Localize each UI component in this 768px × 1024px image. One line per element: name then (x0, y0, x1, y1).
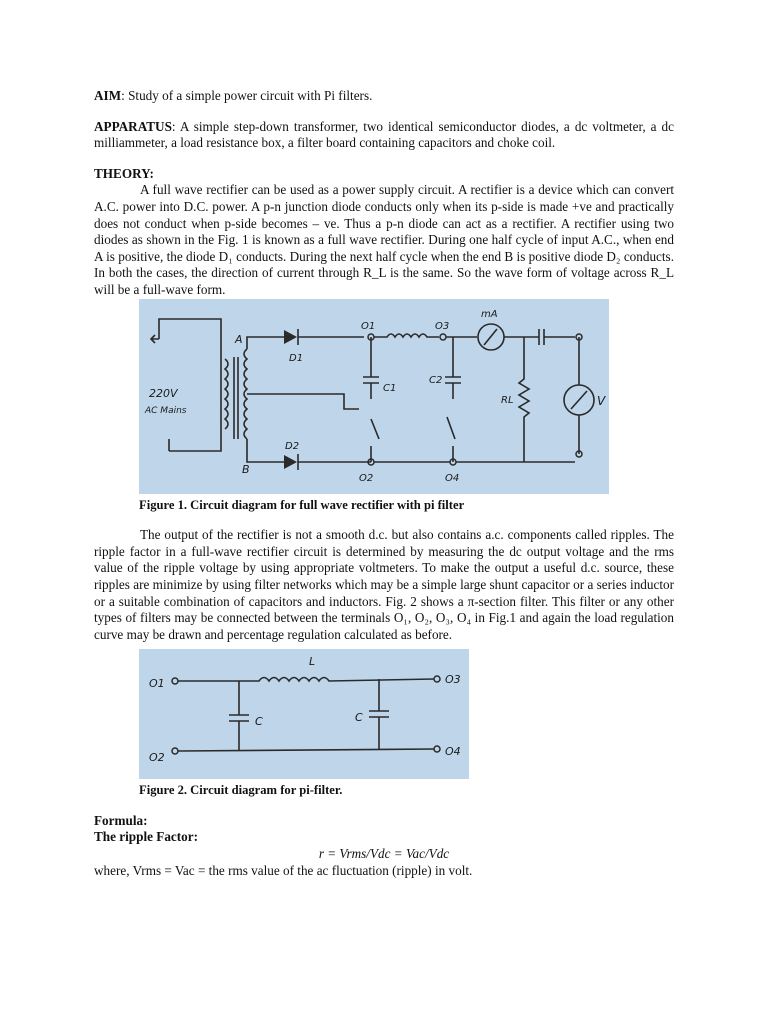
rl-label: RL (501, 394, 514, 406)
circuit-diagram-1 (139, 299, 609, 494)
primary-coil (225, 359, 228, 429)
ripple-equation: r = Vrms/Vdc = Vac/Vdc (318, 846, 450, 862)
diode-d1 (284, 330, 297, 344)
load-resistor (519, 337, 529, 462)
pi-inductor (178, 678, 434, 682)
diode-d2-wire (298, 454, 371, 470)
pi-terminal-o1 (172, 678, 178, 684)
pi-terminal-o2 (172, 748, 178, 754)
pi-o4-label: O4 (445, 745, 461, 759)
o1-label: O1 (361, 320, 376, 332)
formula-where-line: where, Vrms = Vac = the rms value of the ac fluctuation (ripple) in volt. (94, 862, 473, 878)
choke-coil (374, 334, 439, 337)
o2-label: O2 (359, 472, 374, 484)
theory-paragraph: A full wave rectifier can be used as a power supply circuit. A rectifier is a device which can convert A.C. power into D.C. power. A p-n junction diode conducts only when its p-side is made +ve and practically does not conduct when p-side becomes – ve. Thus a p-n diode can act as a rectifier. A rectifier using two diodes as shown in the Fig. 1 is known as a full wave rectifier. During one half cycle of input A.C., when end A is positive, the diode D₁ conducts. During the next half cycle when the end B is positive diode D₂ conducts. In both the cases, the direction of current through R_L is the same. So the wave form of voltage across R_L will be a full-wave form. (94, 182, 674, 297)
d2-label: D2 (285, 440, 300, 452)
pi-o2-label: O2 (149, 751, 165, 765)
terminal-o3 (440, 334, 446, 340)
figure-1-caption: Figure 1. Circuit diagram for full wave rectifier with pi filter (139, 497, 465, 512)
theory-heading: THEORY: (94, 165, 154, 181)
pi-o1-label: O1 (149, 677, 165, 691)
ripple-factor-heading: The ripple Factor: (94, 829, 199, 845)
capacitor-c1 (363, 337, 379, 399)
aim-text: : Study of a simple power circuit with Pi filters. (121, 88, 373, 103)
pi-bottom-rail (178, 749, 434, 751)
l-label: L (309, 655, 316, 669)
switch-left (371, 419, 379, 462)
ma-label: mA (481, 308, 498, 320)
center-tap-wire (247, 394, 359, 409)
v-label: V (597, 393, 606, 408)
apparatus-label: APPARATUS (94, 118, 172, 134)
pi-terminal-o4 (434, 746, 440, 752)
c-left-label: C (255, 715, 263, 729)
milliammeter-needle (484, 329, 497, 345)
diode-d1-wire (298, 329, 364, 345)
figure-1-circuit (139, 299, 609, 494)
diode-d2 (284, 455, 297, 469)
pi-capacitor-right (369, 679, 389, 749)
c2-label: C2 (429, 374, 443, 386)
mains-voltage-label: 220V (149, 386, 178, 400)
pi-o3-label: O3 (445, 673, 461, 687)
figure-2-circuit (139, 649, 469, 779)
c-right-label: C (355, 711, 363, 725)
figure-2-caption: Figure 2. Circuit diagram for pi-filter. (139, 783, 343, 798)
voltmeter-needle (571, 391, 587, 409)
terminal-b-label: B (242, 462, 250, 476)
secondary-coil (244, 349, 247, 439)
switch-right (447, 417, 455, 462)
output-capacitor (504, 329, 575, 345)
c1-label: C1 (383, 382, 397, 394)
mains-text-label: AC Mains (145, 405, 187, 416)
o3-label: O3 (435, 320, 450, 332)
capacitor-c2 (445, 337, 461, 399)
mains-arrow-top (151, 335, 159, 343)
secondary-wires (247, 337, 284, 462)
aim-line (94, 88, 674, 105)
apparatus-text: : A simple step-down transformer, two identical semiconductor diodes, a dc voltmeter, a dc milliammeter, a load resistance box, a filter board containing capacitors and choke coil. (94, 118, 674, 151)
d1-label: D1 (289, 352, 304, 364)
apparatus-paragraph (94, 119, 674, 152)
circuit-diagram-2 (139, 649, 469, 779)
mains-wire (159, 319, 221, 451)
terminal-a-label: A (235, 332, 243, 346)
o4-label: O4 (445, 472, 460, 484)
ripple-paragraph: The output of the rectifier is not a smooth d.c. but also contains a.c. components called ripples. The ripple factor in a full-wave rectifier circuit is determined by measuring the dc output voltage and the rms value of the ripple voltage by using appropriate voltmeters. To make the output a useful d.c. source, these ripples are minimize by using filter networks which may be a simple large shunt capacitor or a series inductor or a suitable combination of capacitors and inductors. Fig. 2 shows a π-section filter. This filter or any other types of filters may be connected between the terminals O₁, O₂, O₃, O₄ in Fig.1 and again the load regulation curve may be drawn and percentage regulation calculated as before. (94, 527, 674, 642)
aim-label: AIM (94, 88, 122, 103)
pi-terminal-o3 (434, 676, 440, 682)
transformer-core (234, 357, 238, 439)
formula-heading: Formula: (94, 812, 148, 828)
pi-capacitor-left (229, 681, 249, 751)
document-page (94, 88, 674, 879)
